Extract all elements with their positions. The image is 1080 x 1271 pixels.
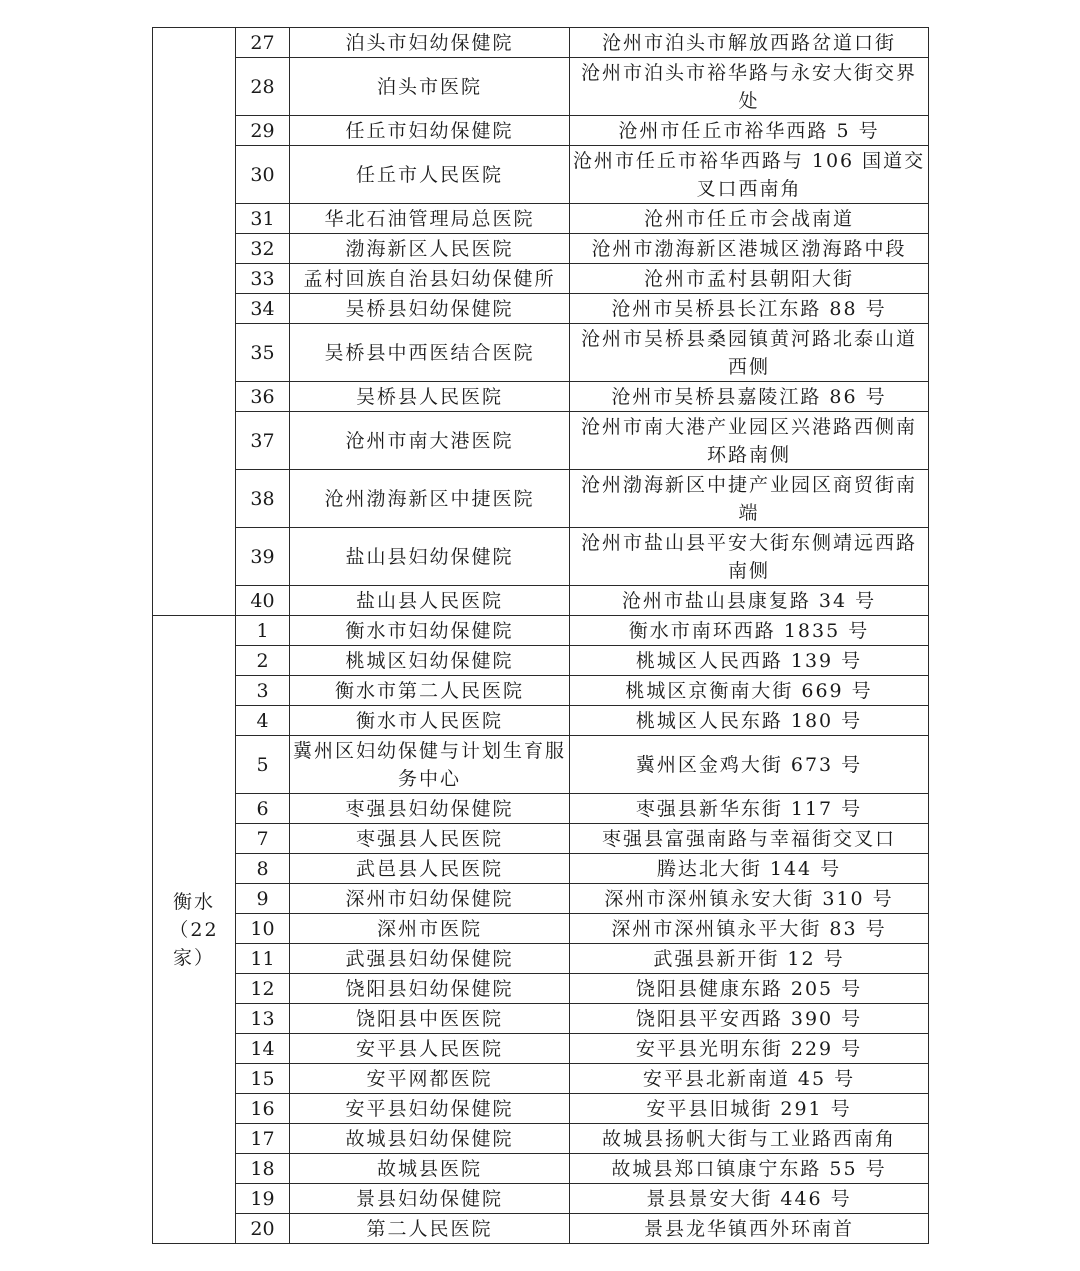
hospital-address: 衡水市南环西路 1835 号 (570, 616, 929, 646)
table-row (153, 116, 929, 146)
row-number: 18 (236, 1154, 290, 1184)
table-row (153, 706, 929, 736)
hospital-address: 饶阳县平安西路 390 号 (570, 1004, 929, 1034)
table-row (153, 646, 929, 676)
table-row (153, 1154, 929, 1184)
hospital-name: 武强县妇幼保健院 (290, 944, 570, 974)
row-number: 7 (236, 824, 290, 854)
hospital-address: 沧州市盐山县平安大街东侧靖远西路南侧 (570, 528, 929, 586)
hospital-address: 深州市深州镇永平大街 83 号 (570, 914, 929, 944)
hospital-address: 桃城区人民东路 180 号 (570, 706, 929, 736)
row-number: 17 (236, 1124, 290, 1154)
row-number: 2 (236, 646, 290, 676)
hospital-name: 沧州市南大港医院 (290, 412, 570, 470)
table-row (153, 204, 929, 234)
hospital-address: 安平县光明东街 229 号 (570, 1034, 929, 1064)
hospital-name: 吴桥县人民医院 (290, 382, 570, 412)
hospital-name: 任丘市妇幼保健院 (290, 116, 570, 146)
hospital-name: 孟村回族自治县妇幼保健所 (290, 264, 570, 294)
hospital-name: 饶阳县中医医院 (290, 1004, 570, 1034)
row-number: 4 (236, 706, 290, 736)
hospital-name: 泊头市妇幼保健院 (290, 28, 570, 58)
table-row (153, 676, 929, 706)
row-number: 31 (236, 204, 290, 234)
hospital-address: 深州市深州镇永安大街 310 号 (570, 884, 929, 914)
row-number: 20 (236, 1214, 290, 1244)
table-row (153, 234, 929, 264)
hospital-address: 沧州市泊头市解放西路岔道口街 (570, 28, 929, 58)
table-row (153, 854, 929, 884)
hospital-name: 深州市妇幼保健院 (290, 884, 570, 914)
row-number: 1 (236, 616, 290, 646)
hospital-name: 衡水市人民医院 (290, 706, 570, 736)
hospital-name: 泊头市医院 (290, 58, 570, 116)
hospital-address: 沧州市渤海新区港城区渤海路中段 (570, 234, 929, 264)
row-number: 34 (236, 294, 290, 324)
hospital-name: 枣强县妇幼保健院 (290, 794, 570, 824)
hospital-name: 华北石油管理局总医院 (290, 204, 570, 234)
row-number: 15 (236, 1064, 290, 1094)
hospital-address: 故城县郑口镇康宁东路 55 号 (570, 1154, 929, 1184)
table-row (153, 146, 929, 204)
hospital-address: 沧州市泊头市裕华路与永安大街交界处 (570, 58, 929, 116)
row-number: 9 (236, 884, 290, 914)
hospital-address: 饶阳县健康东路 205 号 (570, 974, 929, 1004)
table-row (153, 974, 929, 1004)
hospital-name: 枣强县人民医院 (290, 824, 570, 854)
hospital-address: 沧州市吴桥县长江东路 88 号 (570, 294, 929, 324)
table-row (153, 586, 929, 616)
hospital-name: 景县妇幼保健院 (290, 1184, 570, 1214)
row-number: 13 (236, 1004, 290, 1034)
table-row (153, 58, 929, 116)
hospital-name: 冀州区妇幼保健与计划生育服务中心 (290, 736, 570, 794)
table-row (153, 1214, 929, 1244)
table-row (153, 1064, 929, 1094)
hospital-name: 安平县人民医院 (290, 1034, 570, 1064)
row-number: 40 (236, 586, 290, 616)
hospital-name: 沧州渤海新区中捷医院 (290, 470, 570, 528)
table-row (153, 736, 929, 794)
hospital-name: 饶阳县妇幼保健院 (290, 974, 570, 1004)
hospital-name: 安平县妇幼保健院 (290, 1094, 570, 1124)
table-row (153, 28, 929, 58)
table-row (153, 412, 929, 470)
hospital-address: 腾达北大街 144 号 (570, 854, 929, 884)
row-number: 27 (236, 28, 290, 58)
hospital-name: 武邑县人民医院 (290, 854, 570, 884)
hospital-address: 沧州市南大港产业园区兴港路西侧南环路南侧 (570, 412, 929, 470)
row-number: 32 (236, 234, 290, 264)
hospital-address: 冀州区金鸡大街 673 号 (570, 736, 929, 794)
row-number: 12 (236, 974, 290, 1004)
hospital-name: 桃城区妇幼保健院 (290, 646, 570, 676)
hospital-name: 盐山县妇幼保健院 (290, 528, 570, 586)
hospital-address: 沧州市吴桥县桑园镇黄河路北泰山道西侧 (570, 324, 929, 382)
hospital-address: 枣强县富强南路与幸福街交叉口 (570, 824, 929, 854)
region-cell-hengshui (153, 616, 236, 1244)
hospital-address: 安平县北新南道 45 号 (570, 1064, 929, 1094)
table-row (153, 324, 929, 382)
row-number: 38 (236, 470, 290, 528)
table-row (153, 1094, 929, 1124)
hospital-address: 故城县扬帆大街与工业路西南角 (570, 1124, 929, 1154)
hospital-name: 故城县医院 (290, 1154, 570, 1184)
hospital-name: 衡水市妇幼保健院 (290, 616, 570, 646)
hospital-name: 衡水市第二人民医院 (290, 676, 570, 706)
table-row (153, 382, 929, 412)
row-number: 30 (236, 146, 290, 204)
hospital-name: 第二人民医院 (290, 1214, 570, 1244)
hospital-address: 景县景安大街 446 号 (570, 1184, 929, 1214)
row-number: 14 (236, 1034, 290, 1064)
table-row (153, 1034, 929, 1064)
hospital-address: 安平县旧城街 291 号 (570, 1094, 929, 1124)
row-number: 10 (236, 914, 290, 944)
row-number: 35 (236, 324, 290, 382)
hospital-address: 沧州市任丘市裕华西路与 106 国道交叉口西南角 (570, 146, 929, 204)
table-row (153, 824, 929, 854)
hospital-name: 故城县妇幼保健院 (290, 1124, 570, 1154)
table-row (153, 470, 929, 528)
table-row (153, 944, 929, 974)
table-row (153, 616, 929, 646)
row-number: 11 (236, 944, 290, 974)
row-number: 37 (236, 412, 290, 470)
table-row (153, 1124, 929, 1154)
hospital-name: 吴桥县中西医结合医院 (290, 324, 570, 382)
table-row (153, 1004, 929, 1034)
row-number: 6 (236, 794, 290, 824)
hospital-name: 深州市医院 (290, 914, 570, 944)
row-number: 39 (236, 528, 290, 586)
hospital-name: 盐山县人民医院 (290, 586, 570, 616)
table-row (153, 294, 929, 324)
hospital-address: 景县龙华镇西外环南首 (570, 1214, 929, 1244)
row-number: 29 (236, 116, 290, 146)
region-count: （22家） (169, 918, 219, 969)
table-row (153, 884, 929, 914)
hospital-table (152, 27, 929, 1244)
row-number: 5 (236, 736, 290, 794)
hospital-address: 沧州市吴桥县嘉陵江路 86 号 (570, 382, 929, 412)
hospital-address: 沧州渤海新区中捷产业园区商贸街南端 (570, 470, 929, 528)
hospital-name: 任丘市人民医院 (290, 146, 570, 204)
table-row (153, 914, 929, 944)
hospital-name: 吴桥县妇幼保健院 (290, 294, 570, 324)
region-cell-upper (153, 28, 236, 616)
row-number: 8 (236, 854, 290, 884)
hospital-address: 桃城区人民西路 139 号 (570, 646, 929, 676)
hospital-address: 沧州市孟村县朝阳大街 (570, 264, 929, 294)
hospital-address: 沧州市任丘市裕华西路 5 号 (570, 116, 929, 146)
row-number: 16 (236, 1094, 290, 1124)
hospital-address: 沧州市任丘市会战南道 (570, 204, 929, 234)
table-row (153, 528, 929, 586)
hospital-address: 枣强县新华东街 117 号 (570, 794, 929, 824)
hospital-name: 安平网都医院 (290, 1064, 570, 1094)
hospital-address: 桃城区京衡南大街 669 号 (570, 676, 929, 706)
row-number: 36 (236, 382, 290, 412)
table-row (153, 264, 929, 294)
row-number: 33 (236, 264, 290, 294)
table-row (153, 794, 929, 824)
region-name: 衡水 (172, 890, 215, 913)
row-number: 19 (236, 1184, 290, 1214)
row-number: 3 (236, 676, 290, 706)
row-number: 28 (236, 58, 290, 116)
hospital-address: 武强县新开街 12 号 (570, 944, 929, 974)
hospital-address: 沧州市盐山县康复路 34 号 (570, 586, 929, 616)
hospital-name: 渤海新区人民医院 (290, 234, 570, 264)
table-row (153, 1184, 929, 1214)
